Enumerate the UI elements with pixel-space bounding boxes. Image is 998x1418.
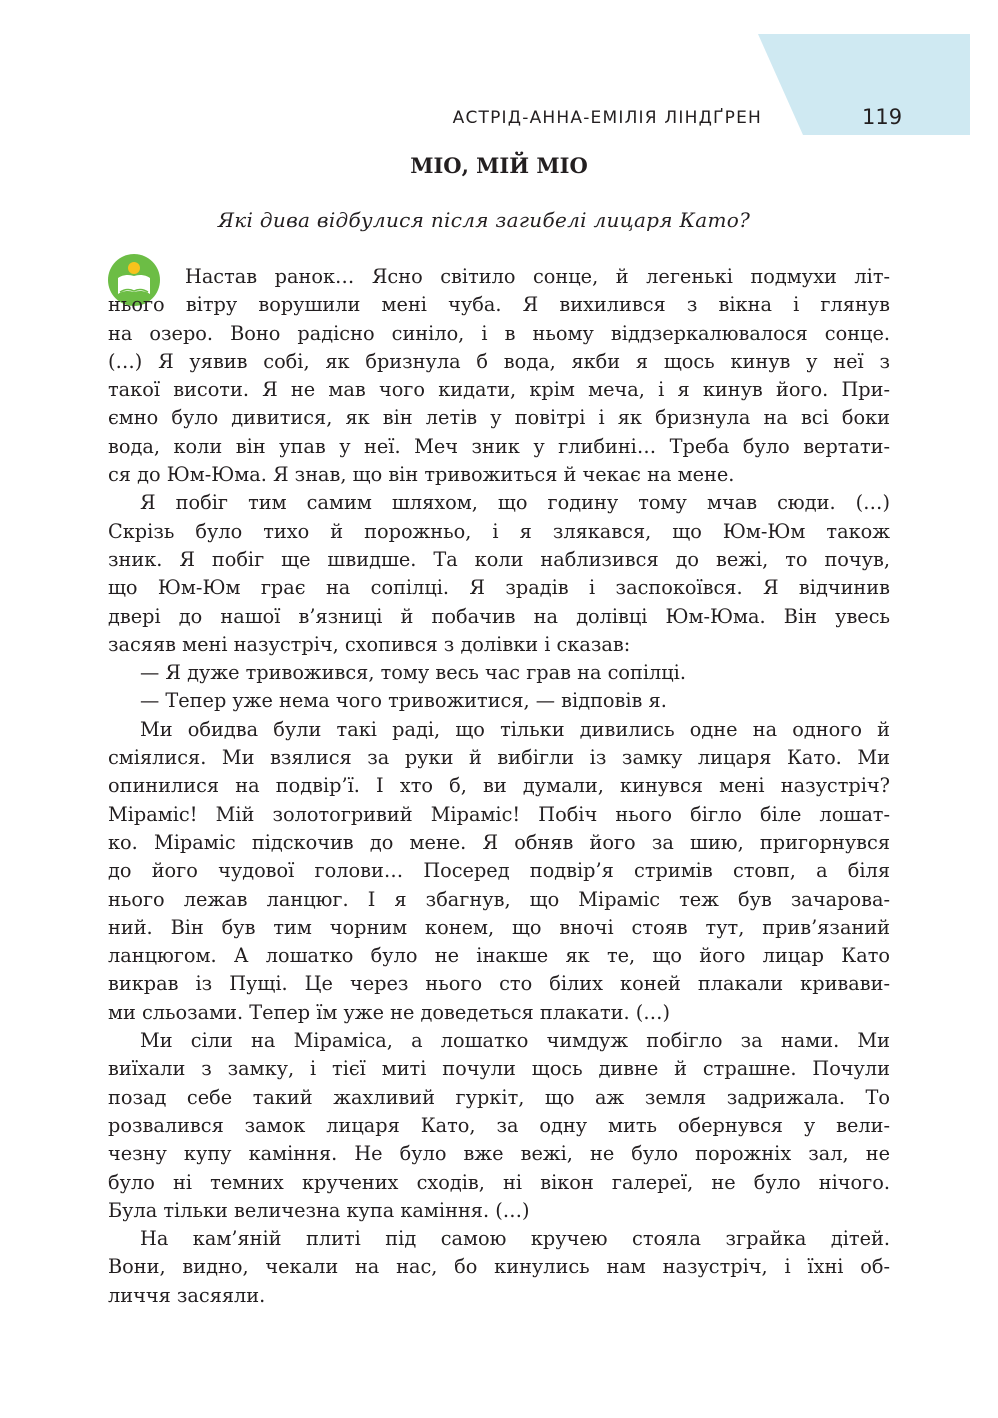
- text-line: розвалився замок лицаря Като, за одну мить обернувся у вели-: [108, 1113, 890, 1137]
- text-line: засяяв мені назустріч, схопився з долівки і сказав:: [108, 632, 631, 656]
- text-line: Вони, видно, чекали на нас, бо кинулись нам назустріч, і їхні об-: [108, 1255, 890, 1279]
- text-line: Ми сіли на Мірамicа, а лошатко чимдуж побігло за нами. Ми: [140, 1029, 890, 1053]
- text-line: ко. Мірамic підскочив до мене. Я обняв його за шию, пригорнувся: [108, 830, 890, 854]
- text-line: викрав із Пущі. Це через нього сто білих коней плакали кривави-: [108, 972, 890, 996]
- guiding-question: Які дива відбулися після загибелі лицаря Като?: [217, 208, 751, 232]
- text-line: нього вітру ворушили мені чуба. Я вихилився з вікна і глянув: [108, 293, 890, 317]
- text-line: ланцюгом. А лошатко було не інакше як те, що його лицар Като: [108, 944, 890, 968]
- text-line: На кам’яній плиті під самою кручею стояла зграйка дітей.: [140, 1227, 890, 1251]
- text-line: ми сльозами. Тепер їм уже не доведеться плакати. (…): [108, 1000, 671, 1024]
- text-line: чезну купу каміння. Не було вже вежі, не було порожніх зал, не: [108, 1142, 890, 1166]
- dialogue-line: — Тепер уже нема чого тривожитися, — відповів я.: [140, 689, 667, 713]
- text-line: личчя засяяли.: [108, 1283, 266, 1307]
- text-line: ний. Він був тим чорним конем, що вночі стояв тут, прив’язаний: [108, 915, 890, 939]
- text-line: виїхали з замку, і тієї миті почули щось дивне й страшне. Почули: [108, 1057, 890, 1081]
- text-line: нього лежав ланцюг. І я збагнув, що Мірамic теж був зачарова-: [108, 887, 890, 911]
- text-line: вода, коли він упав у неї. Меч зник у глибині… Треба було вертати-: [108, 434, 890, 458]
- chapter-title: МІО, МІЙ МІО: [410, 153, 588, 178]
- text-line: на озеро. Воно радісно синіло, і в ньому віддзеркалювалося сонце.: [108, 321, 890, 345]
- text-line: зник. Я побіг ще швидше. Та коли наблизився до вежі, то почув,: [108, 547, 890, 571]
- dialogue-line: — Я дуже тривожився, тому весь час грав на сопілці.: [140, 661, 686, 685]
- text-line: Ми обидва були такі раді, що тільки дивились одне на одного й: [140, 717, 890, 741]
- text-line: Була тільки величезна купа каміння. (…): [108, 1198, 530, 1222]
- text-line: Я побіг тим самим шляхом, що годину тому мчав сюди. (…): [140, 491, 890, 515]
- text-line: такої висоти. Я не мав чого кидати, крім меча, і я кинув його. При-: [108, 378, 890, 402]
- text-line: Настав ранок… Ясно світило сонце, й легенькі подмухи літ-: [185, 265, 890, 288]
- text-line: до його чудової голови… Посеред подвір’я стримів стовп, а біля: [108, 859, 890, 883]
- text-line: Скрізь було тихо й порожньо, і я злякався, що Юм-Юм також: [108, 519, 890, 543]
- text-line: Мірамic! Мій золотогривий Мірамic! Побіч нього бігло біле лошат-: [108, 802, 890, 826]
- text-line: (…) Я уявив собі, як бризнула б вода, якби я щось кинув у неї з: [108, 349, 890, 373]
- text-line: сміялися. Ми взялися за руки й вибігли із замку лицаря Като. Ми: [108, 746, 890, 770]
- text-line: двері до нашої в’язниці й побачив на долівці Юм-Юма. Він увесь: [108, 604, 890, 628]
- text-line: було ні темних кручених сходів, ні вікон галереї, не було нічого.: [108, 1170, 890, 1194]
- text-line: ємно було дивитися, як він летів у повітрі і як бризнула на всі боки: [108, 406, 890, 430]
- text-line: ся до Юм-Юма. Я знав, що він тривожиться й чекає на мене.: [108, 463, 735, 487]
- running-head-author: АСТРІД-АННА-ЕМІЛІЯ ЛІНДҐРЕН: [452, 108, 762, 128]
- page-number: 119: [862, 105, 903, 129]
- text-line: що Юм-Юм грає на сопілці. Я зрадів і заспокоївся. Я відчинив: [108, 576, 890, 600]
- story-text: [108, 263, 890, 1310]
- text-line: опинилися на подвір’ї. І хто б, ви думали, кинувся мені назустріч?: [108, 774, 890, 798]
- text-line: позад себе такий жахливий гуркіт, що аж земля задрижала. То: [108, 1085, 890, 1109]
